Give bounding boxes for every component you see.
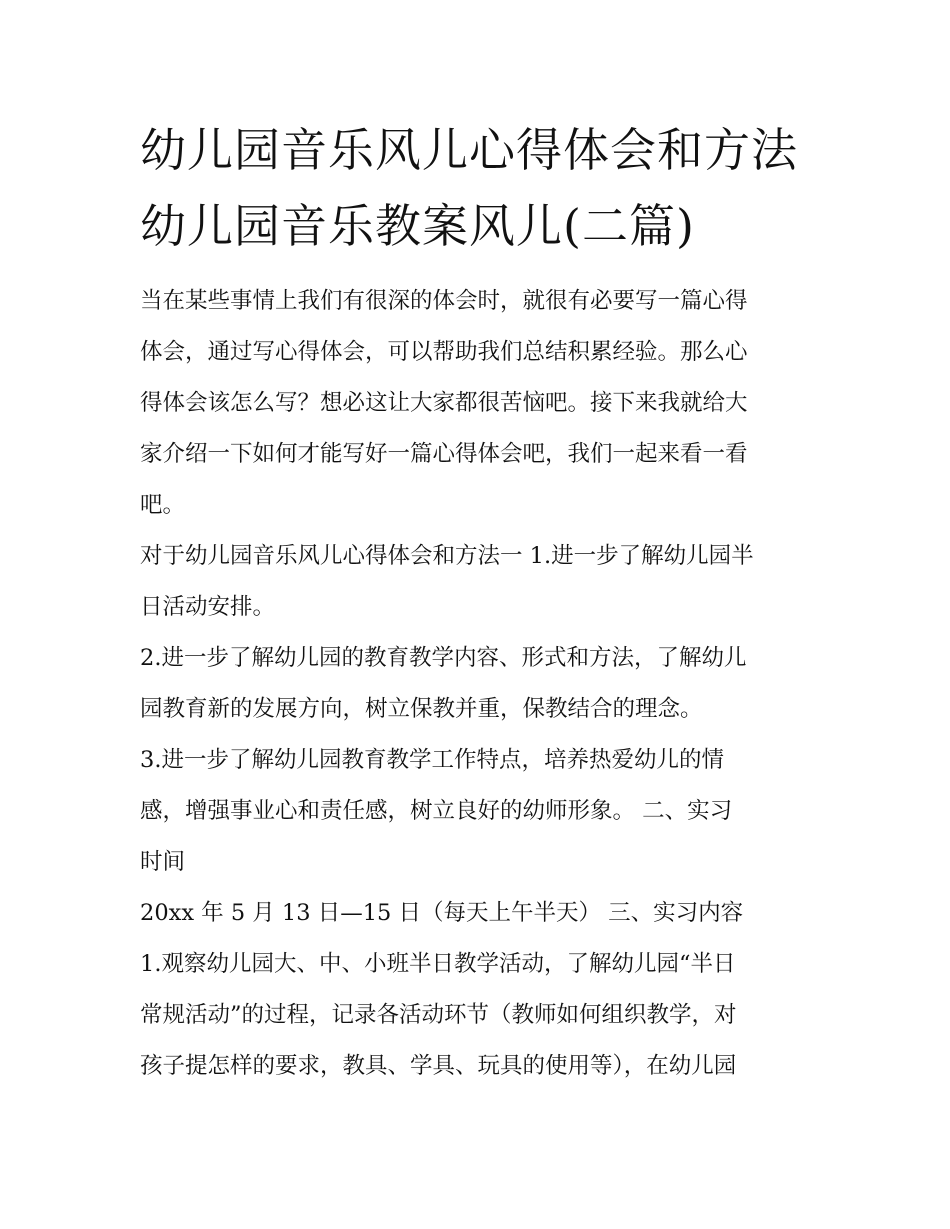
document-title: 幼儿园音乐风儿心得体会和方法 幼儿园音乐教案风儿(二篇) bbox=[140, 123, 798, 253]
body-line: 20xx 年 5 月 13 日—15 日（每天上午半天） 三、实习内容 bbox=[140, 900, 744, 926]
body-line: 体会，通过写心得体会，可以帮助我们总结积累经验。那么心 bbox=[140, 339, 748, 365]
body-line: 对于幼儿园音乐风儿心得体会和方法一 1.进一步了解幼儿园半 bbox=[140, 543, 754, 569]
body-line: 家介绍一下如何才能写好一篇心得体会吧，我们一起来看一看 bbox=[140, 441, 748, 467]
body-line: 1.观察幼儿园大、中、小班半日教学活动，了解幼儿园“半日 bbox=[140, 951, 736, 977]
document-body bbox=[140, 276, 820, 1092]
body-line: 得体会该怎么写？想必这让大家都很苦恼吧。接下来我就给大 bbox=[140, 390, 748, 416]
body-line: 常规活动”的过程，记录各活动环节（教师如何组织教学，对 bbox=[140, 1002, 737, 1028]
body-line: 日活动安排。 bbox=[140, 594, 276, 620]
body-line: 当在某些事情上我们有很深的体会时，就很有必要写一篇心得 bbox=[140, 288, 748, 314]
body-line: 2.进一步了解幼儿园的教育教学内容、形式和方法，了解幼儿 bbox=[140, 645, 747, 671]
body-line: 园教育新的发展方向，树立保教并重，保教结合的理念。 bbox=[140, 696, 703, 722]
body-line: 吧。 bbox=[140, 492, 186, 518]
body-line: 感，增强事业心和责任感，树立良好的幼师形象。 二、实习 bbox=[140, 798, 733, 824]
body-line: 3.进一步了解幼儿园教育教学工作特点，培养热爱幼儿的情 bbox=[140, 747, 724, 773]
body-line: 孩子提怎样的要求，教具、学具、玩具的使用等），在幼儿园 bbox=[140, 1053, 737, 1079]
body-line: 时间 bbox=[140, 849, 186, 875]
